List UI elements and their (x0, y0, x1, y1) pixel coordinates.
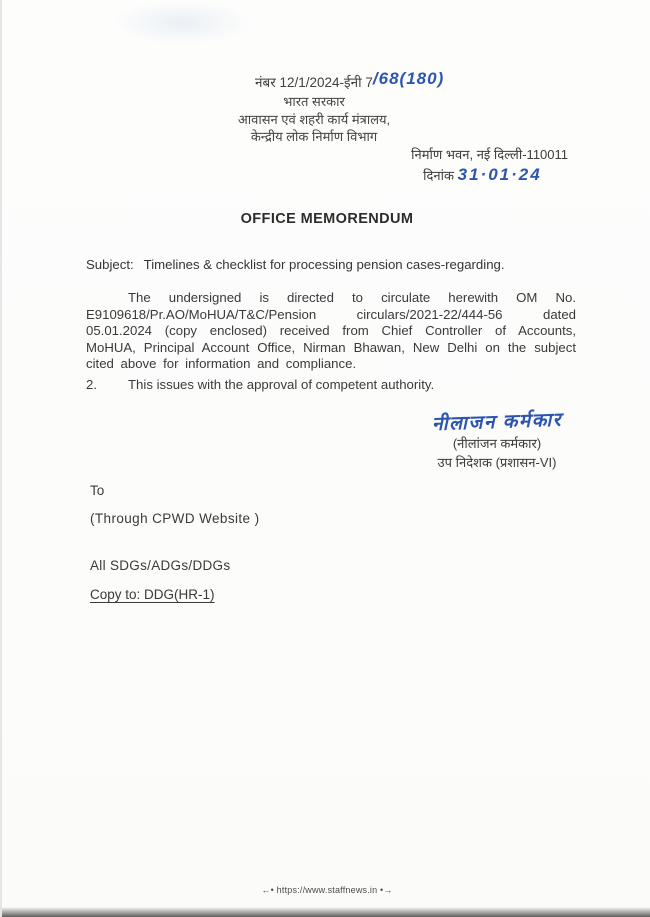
copy-to-line: Copy to: DDG(HR-1) (90, 587, 215, 602)
recipients-line: All SDGs/ADGs/DDGs (90, 558, 231, 573)
reference-number-handwritten: /68(180) (372, 69, 445, 88)
subject-line (86, 257, 578, 272)
subject-text: Timelines & checklist for processing pension cases-regarding. (143, 257, 505, 272)
paragraph-number: 2. (86, 377, 97, 392)
reference-number-printed: नंबर 12/1/2024-ईनी 7 (255, 75, 373, 90)
footer-url-watermark: ←• https://www.staffnews.in •→ (261, 885, 393, 895)
reference-number-line (255, 69, 445, 92)
scan-smudge (112, 0, 252, 45)
government-header-block (2, 93, 650, 146)
date-handwritten: 31·01·24 (457, 165, 542, 184)
subject-label: Subject: (86, 257, 134, 272)
signatory-name: (नीलांजन कर्मकार) (452, 436, 542, 451)
paragraph-2-text: This issues with the approval of competent authority. (128, 377, 435, 392)
via-cpwd-website-line: (Through CPWD Website ) (90, 511, 260, 526)
memo-title: OFFICE MEMORENDUM (240, 211, 414, 227)
scan-bottom-edge (2, 907, 650, 917)
govt-line-india: भारत सरकार (283, 94, 345, 109)
signatory-designation: उप निदेशक (प्रशासन-VI) (437, 455, 557, 470)
to-label: To (90, 483, 105, 498)
body-paragraph-1: The undersigned is directed to circulate herewith OM No. E9109618/Pr.AO/MoHUA/T&C/Pension circulars/2021-22/444-56 dated 05.01.2024 (copy enclosed) received from Chief Controller of Accounts, MoHUA, Principal Account Office, Nirman Bhawan, New Delhi on the subject cited above for information and compliance. (86, 290, 576, 371)
govt-line-department: केन्द्रीय लोक निर्माण विभाग (250, 129, 378, 144)
address-line: निर्माण भवन, नई दिल्ली-110011 (411, 147, 568, 162)
body-paragraph-2 (86, 377, 576, 392)
signature-block (402, 408, 592, 473)
address-date-block (411, 146, 568, 185)
date-label: दिनांक (423, 168, 454, 183)
date-line (411, 166, 568, 185)
handwritten-signature: नीलाजन कर्मकार (431, 409, 563, 436)
govt-line-ministry: आवासन एवं शहरी कार्य मंत्रालय, (237, 111, 391, 127)
